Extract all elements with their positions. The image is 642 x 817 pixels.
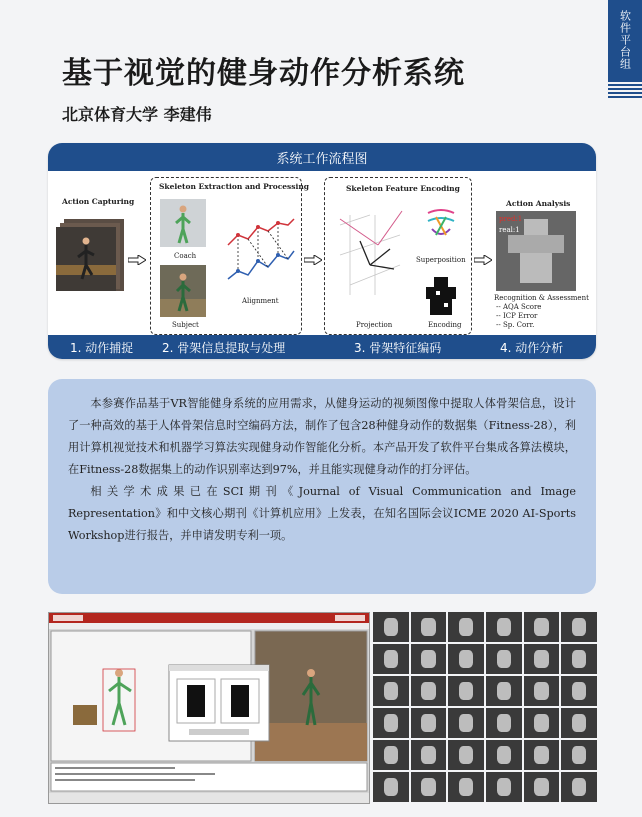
sample-thumbnail	[448, 676, 484, 706]
analysis-label: Action Analysis	[506, 199, 571, 208]
recognition-label: Recognition & Assessment	[494, 294, 589, 302]
sample-thumbnail	[561, 772, 597, 802]
sample-thumbnail	[411, 644, 447, 674]
sample-thumbnail	[411, 772, 447, 802]
sample-thumbnail	[486, 740, 522, 770]
sample-thumbnail	[373, 644, 409, 674]
sample-thumbnail	[373, 772, 409, 802]
arrow-icon	[128, 255, 146, 265]
aqa-label: -- AQA Score	[496, 303, 542, 311]
sample-thumbnail	[524, 708, 560, 738]
sample-thumbnail	[411, 612, 447, 642]
sample-thumbnail	[448, 772, 484, 802]
sample-thumbnail	[561, 740, 597, 770]
real-label: real:1	[499, 226, 520, 234]
capture-photo	[56, 215, 124, 291]
sample-thumbnail	[448, 708, 484, 738]
workflow-header: 系统工作流程图	[48, 143, 596, 171]
superposition-label: Superposition	[416, 256, 466, 264]
category-tab: 软件平台组	[608, 0, 642, 80]
sample-thumbnail	[411, 740, 447, 770]
sample-thumbnail	[373, 676, 409, 706]
corr-label: -- Sp. Corr.	[496, 321, 535, 329]
coach-photo	[160, 199, 206, 247]
encoding-title-label: Skeleton Feature Encoding	[346, 184, 460, 193]
workflow-body	[48, 171, 596, 337]
sample-thumbnail	[486, 644, 522, 674]
sample-thumbnail	[486, 772, 522, 802]
sample-thumbnail	[411, 708, 447, 738]
projection-plot	[330, 205, 412, 305]
extraction-label: Skeleton Extraction and Processing	[159, 182, 310, 191]
arrow-icon	[474, 255, 492, 265]
projection-label: Projection	[356, 321, 393, 329]
sample-thumbnail	[373, 708, 409, 738]
subject-photo	[160, 265, 206, 317]
icp-label: -- ICP Error	[496, 312, 538, 320]
sample-thumbnail	[524, 644, 560, 674]
sample-thumbnail	[561, 676, 597, 706]
sample-thumbnail	[561, 708, 597, 738]
sample-thumbnail	[524, 740, 560, 770]
step-2: 2. 骨架信息提取与处理	[162, 341, 286, 355]
encoding-label: Encoding	[428, 321, 462, 329]
description-paragraph-2: 相关学术成果已在SCI期刊《Journal of Visual Communication and Image Representation》和中文核心期刊《计算机应用》上发表，在知名国际会议ICME 2020 AI-Sports Workshop进行报告，并申请发明专利一项。	[68, 485, 576, 542]
superposition-image	[422, 205, 460, 245]
arrow-icon	[304, 255, 322, 265]
page-title: 基于视觉的健身动作分析系统	[62, 56, 465, 91]
software-screenshot	[48, 612, 370, 804]
sample-thumbnail	[411, 676, 447, 706]
subject-label: Subject	[172, 321, 199, 329]
sample-thumbnail	[448, 612, 484, 642]
sample-thumbnail	[448, 644, 484, 674]
alignment-label: Alignment	[242, 297, 279, 305]
description-paragraph-1: 本参赛作品基于VR智能健身系统的应用需求，从健身运动的视频图像中提取人体骨架信息，设计了一种高效的基于人体骨架信息时空编码方法，制作了包含28种健身动作的数据集（Fitness-28），利用计算机视觉技术和机器学习算法实现健身动作智能化分析。本产品开发了软件平台集成各算法模块，在Fitness-28数据集上的动作识别率达到97%，并且能实现健身动作的打分评估。	[68, 397, 576, 476]
step-4: 4. 动作分析	[500, 341, 564, 355]
sample-thumbnail	[373, 740, 409, 770]
sample-thumbnail	[524, 772, 560, 802]
step-3: 3. 骨架特征编码	[354, 341, 442, 355]
sample-thumbnail	[486, 612, 522, 642]
workflow-panel	[48, 143, 596, 359]
step-1: 1. 动作捕捉	[70, 341, 134, 355]
sample-thumbnail	[524, 612, 560, 642]
description-panel	[48, 379, 596, 594]
analysis-image	[496, 211, 576, 291]
sample-thumbnail	[561, 612, 597, 642]
sample-thumbnail	[486, 708, 522, 738]
encoding-samples-grid	[373, 612, 597, 802]
capture-label: Action Capturing	[62, 197, 135, 206]
sample-thumbnail	[561, 644, 597, 674]
sample-thumbnail	[448, 740, 484, 770]
category-tab-stripes	[608, 80, 642, 100]
sample-thumbnail	[373, 612, 409, 642]
coach-label: Coach	[174, 252, 197, 260]
workflow-steps	[48, 335, 596, 359]
alignment-plot	[224, 209, 298, 291]
author-line: 北京体育大学 李建伟	[62, 105, 212, 124]
pred-label: pred:1	[499, 215, 523, 223]
sample-thumbnail	[524, 676, 560, 706]
sample-thumbnail	[486, 676, 522, 706]
encoding-image	[424, 275, 458, 317]
